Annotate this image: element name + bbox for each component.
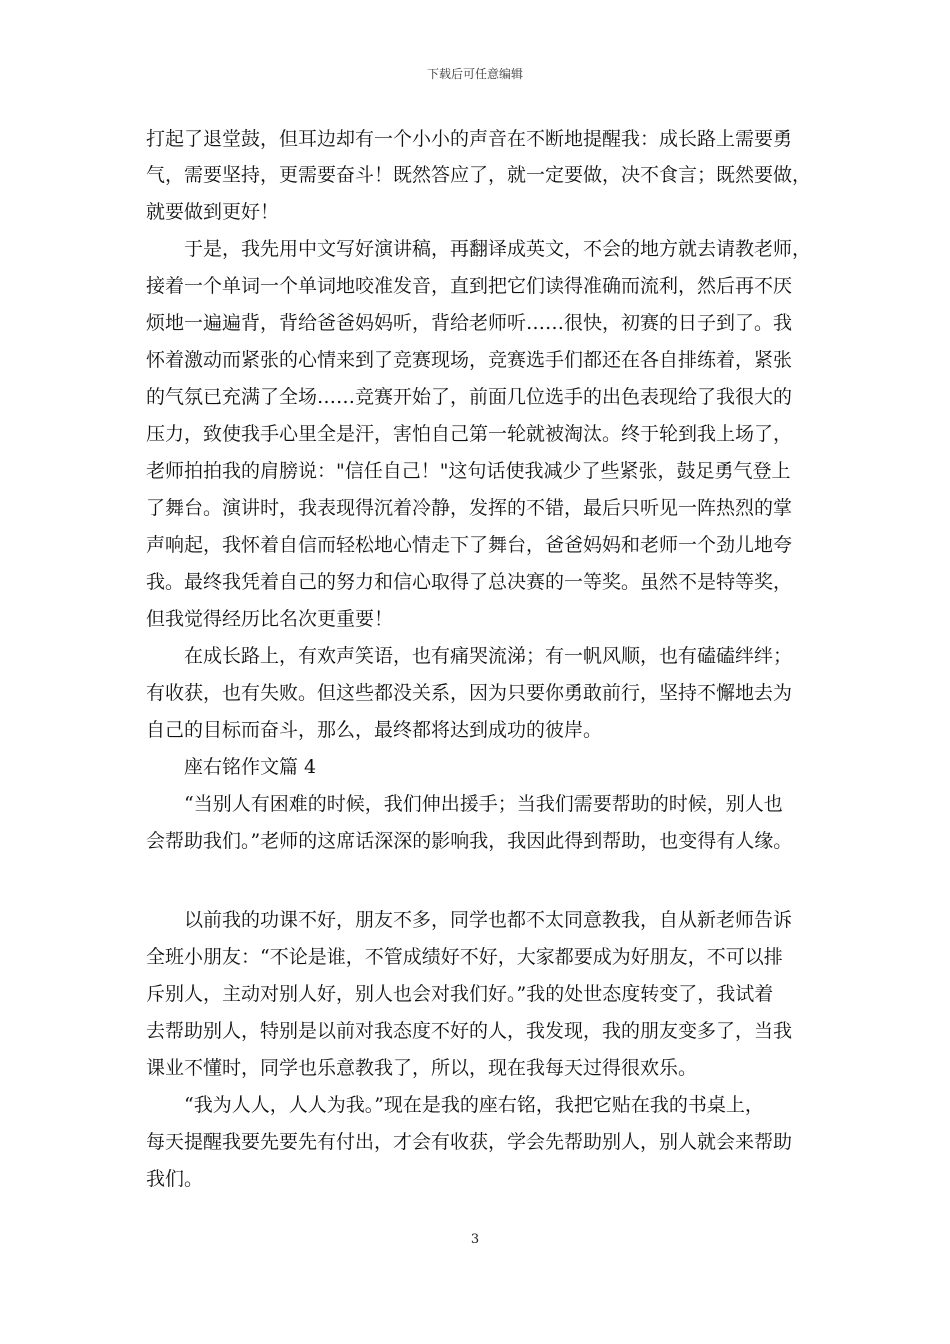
body-line: 我们。 [146,1168,204,1190]
body-line: 会帮助我们。”老师的这席话深深的影响我，我因此得到帮助，也变得有人缘。 [146,830,793,852]
body-line: 自己的目标而奋斗，那么，最终都将达到成功的彼岸。 [146,719,603,741]
body-line: 气，需要坚持，更需要奋斗！既然答应了，就一定要做，决不食言；既然要做， [146,164,812,186]
body-line: 每天提醒我要先要先有付出，才会有收获，学会先帮助别人，别人就会来帮助 [146,1131,793,1153]
body-line: 接着一个单词一个单词地咬准发音，直到把它们读得准确而流利，然后再不厌 [146,275,793,297]
body-line: 但我觉得经历比名次更重要！ [146,608,394,630]
body-line: 我。最终我凭着自己的努力和信心取得了总决赛的一等奖。虽然不是特等奖， [146,571,793,593]
body-line: 打起了退堂鼓，但耳边却有一个小小的声音在不断地提醒我：成长路上需要勇 [146,128,793,150]
body-line: 有收获，也有失败。但这些都没关系，因为只要你勇敢前行，坚持不懈地去为 [146,682,793,704]
body-line: 声响起，我怀着自信而轻松地心情走下了舞台，爸爸妈妈和老师一个劲儿地夸 [146,534,793,556]
body-line: 老师拍拍我的肩膀说："信任自己！"这句话使我减少了些紧张，鼓足勇气登上 [146,460,791,482]
body-line: 的气氛已充满了全场……竞赛开始了，前面几位选手的出色表现给了我很大的 [146,386,793,408]
body-line: “我为人人，人人为我。”现在是我的座右铭，我把它贴在我的书桌上， [146,1094,764,1116]
body-line: 怀着激动而紧张的心情来到了竞赛现场，竞赛选手们都还在各自排练着，紧张 [146,349,793,371]
body-line: “当别人有困难的时候，我们伸出援手；当我们需要帮助的时候，别人也 [146,793,783,815]
section-heading: 座右铭作文篇 4 [146,756,317,778]
body-line: 就要做到更好！ [146,201,280,223]
body-line: 课业不懂时，同学也乐意教我了，所以，现在我每天过得很欢乐。 [146,1057,698,1079]
body-line: 于是，我先用中文写好演讲稿，再翻译成英文，不会的地方就去请教老师， [146,238,812,260]
body-line: 压力，致使我手心里全是汗，害怕自己第一轮就被淘汰。终于轮到我上场了， [146,423,793,445]
body-line: 在成长路上，有欢声笑语，也有痛哭流涕；有一帆风顺，也有磕磕绊绊； [146,645,793,667]
body-line: 斥别人，主动对别人好，别人也会对我们好。”我的处世态度转变了，我试着 [146,983,774,1005]
page-header: 下载后可任意编辑 [426,67,523,81]
body-line: 全班小朋友：“不论是谁，不管成绩好不好，大家都要成为好朋友，不可以排 [146,946,783,968]
body-line: 以前我的功课不好，朋友不多，同学也都不太同意教我，自从新老师告诉 [146,909,793,931]
body-line: 去帮助别人，特别是以前对我态度不好的人，我发现，我的朋友变多了，当我 [146,1020,793,1042]
page-number: 3 [470,1232,480,1247]
body-line: 烦地一遍遍背，背给爸爸妈妈听，背给老师听……很快，初赛的日子到了。我 [146,312,793,334]
body-line: 了舞台。演讲时，我表现得沉着冷静，发挥的不错，最后只听见一阵热烈的掌 [146,497,793,519]
